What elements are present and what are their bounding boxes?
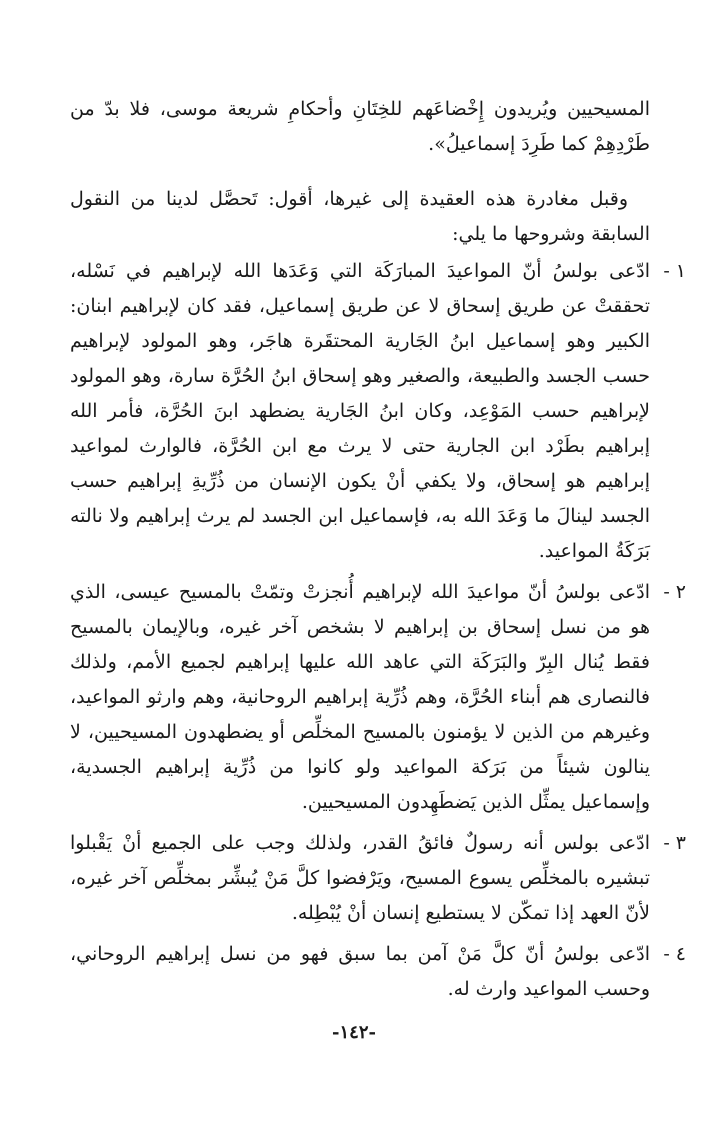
item-text: ادّعى بولس أنه رسولٌ فائقُ القدر، ولذلك وجب على الجميع أنْ يَقْبلوا تبشيره بالمخلِّص يسوع المسيح، ويَرْفضوا كلَّ مَنْ يُبشِّر بمخلِّص آخر غيره، لأنّ العهد إذا تمكّن لا يستطيع إنسان أنْ يُبْطِله. <box>70 832 650 924</box>
item-number: ٢ - <box>663 581 686 603</box>
intro-paragraph: وقبل مغادرة هذه العقيدة إلى غيرها، أقول: تَحصَّل لدينا من النقول السابقة وشروحها ما يلي: <box>70 188 650 245</box>
item-number: ٤ - <box>663 943 686 965</box>
opening-paragraph: المسيحيين ويُريدون إِخْضاعَهم للخِتَانِ وأحكامِ شريعة موسى، فلا بدّ من طَرْدِهِمْ كما طَرِدَ إسماعيلُ». <box>70 98 650 155</box>
item-text: ادّعى بولسُ أنّ المواعيدَ المبارَكَة التي وَعَدَها الله لإبراهيم في نَسْله، تحققتْ عن طريق إسحاق لا عن طريق إسماعيل، فقد كان لإبراهيم ابنان: الكبير وهو إسماعيل ابنُ الجَارية المحتقَرة هاجَر، وهو المولود لإبراهيم حسب الجسد والطبيعة، والصغير وهو إسحاق ابنُ الحُرَّة سارة، وهو المولود لإبراهيم حسب المَوْعِد، وكان ابنُ الجَارية يضطهد ابنَ الحُرَّة، فأمر الله إبراهيم بطَرْد ابن الجارية حتى لا يرث مع ابن الحُرَّة، فالوارث لمواعيد إبراهيم هو إسحاق، ولا يكفي أنْ يكون الإنسان من ذُرِّيةِ إبراهيم حسب الجسد لينالَ ما وَعَدَ الله به، فإسماعيل ابن الجسد لم يرث إبراهيم ولا نالته بَرَكَةُ المواعيد. <box>70 260 650 562</box>
page-body <box>70 92 686 1013</box>
list-item <box>70 254 686 569</box>
item-text: ادّعى بولسُ أنّ كلَّ مَنْ آمن بما سبق فهو من نسل إبراهيم الروحاني، وحسب المواعيد وارث له. <box>70 943 650 1000</box>
list-item <box>70 575 686 820</box>
list-item <box>70 826 686 931</box>
list-item <box>70 937 686 1007</box>
item-number: ٣ - <box>663 832 686 854</box>
item-text: ادّعى بولسُ أنّ مواعيدَ الله لإبراهيم أُنجزتْ وتمّتْ بالمسيح عيسى، الذي هو من نسل إسحاق بن إبراهيم لا بشخص آخر غيره، وبالإيمان بالمسيح فقط يُنال البِرّ والبَرَكَة التي عاهد الله عليها إبراهيم لجميع الأمم، ولذلك فالنصارى هم أبناء الحُرَّة، وهم ذُرِّية إبراهيم الروحانية، وهم وارثو المواعيد، وغيرهم من الذين لا يؤمنون بالمسيح المخلِّص أو يضطهدون المسيحيين، لا ينالون شيئاً من بَرَكة المواعيد ولو كانوا من ذُرِّية إبراهيم الجسدية، وإسماعيل يمثِّل الذين يَضطَهِدون المسيحيين. <box>70 581 650 813</box>
item-number: ١ - <box>663 260 686 282</box>
page-number: -١٤٢- <box>332 1022 376 1043</box>
